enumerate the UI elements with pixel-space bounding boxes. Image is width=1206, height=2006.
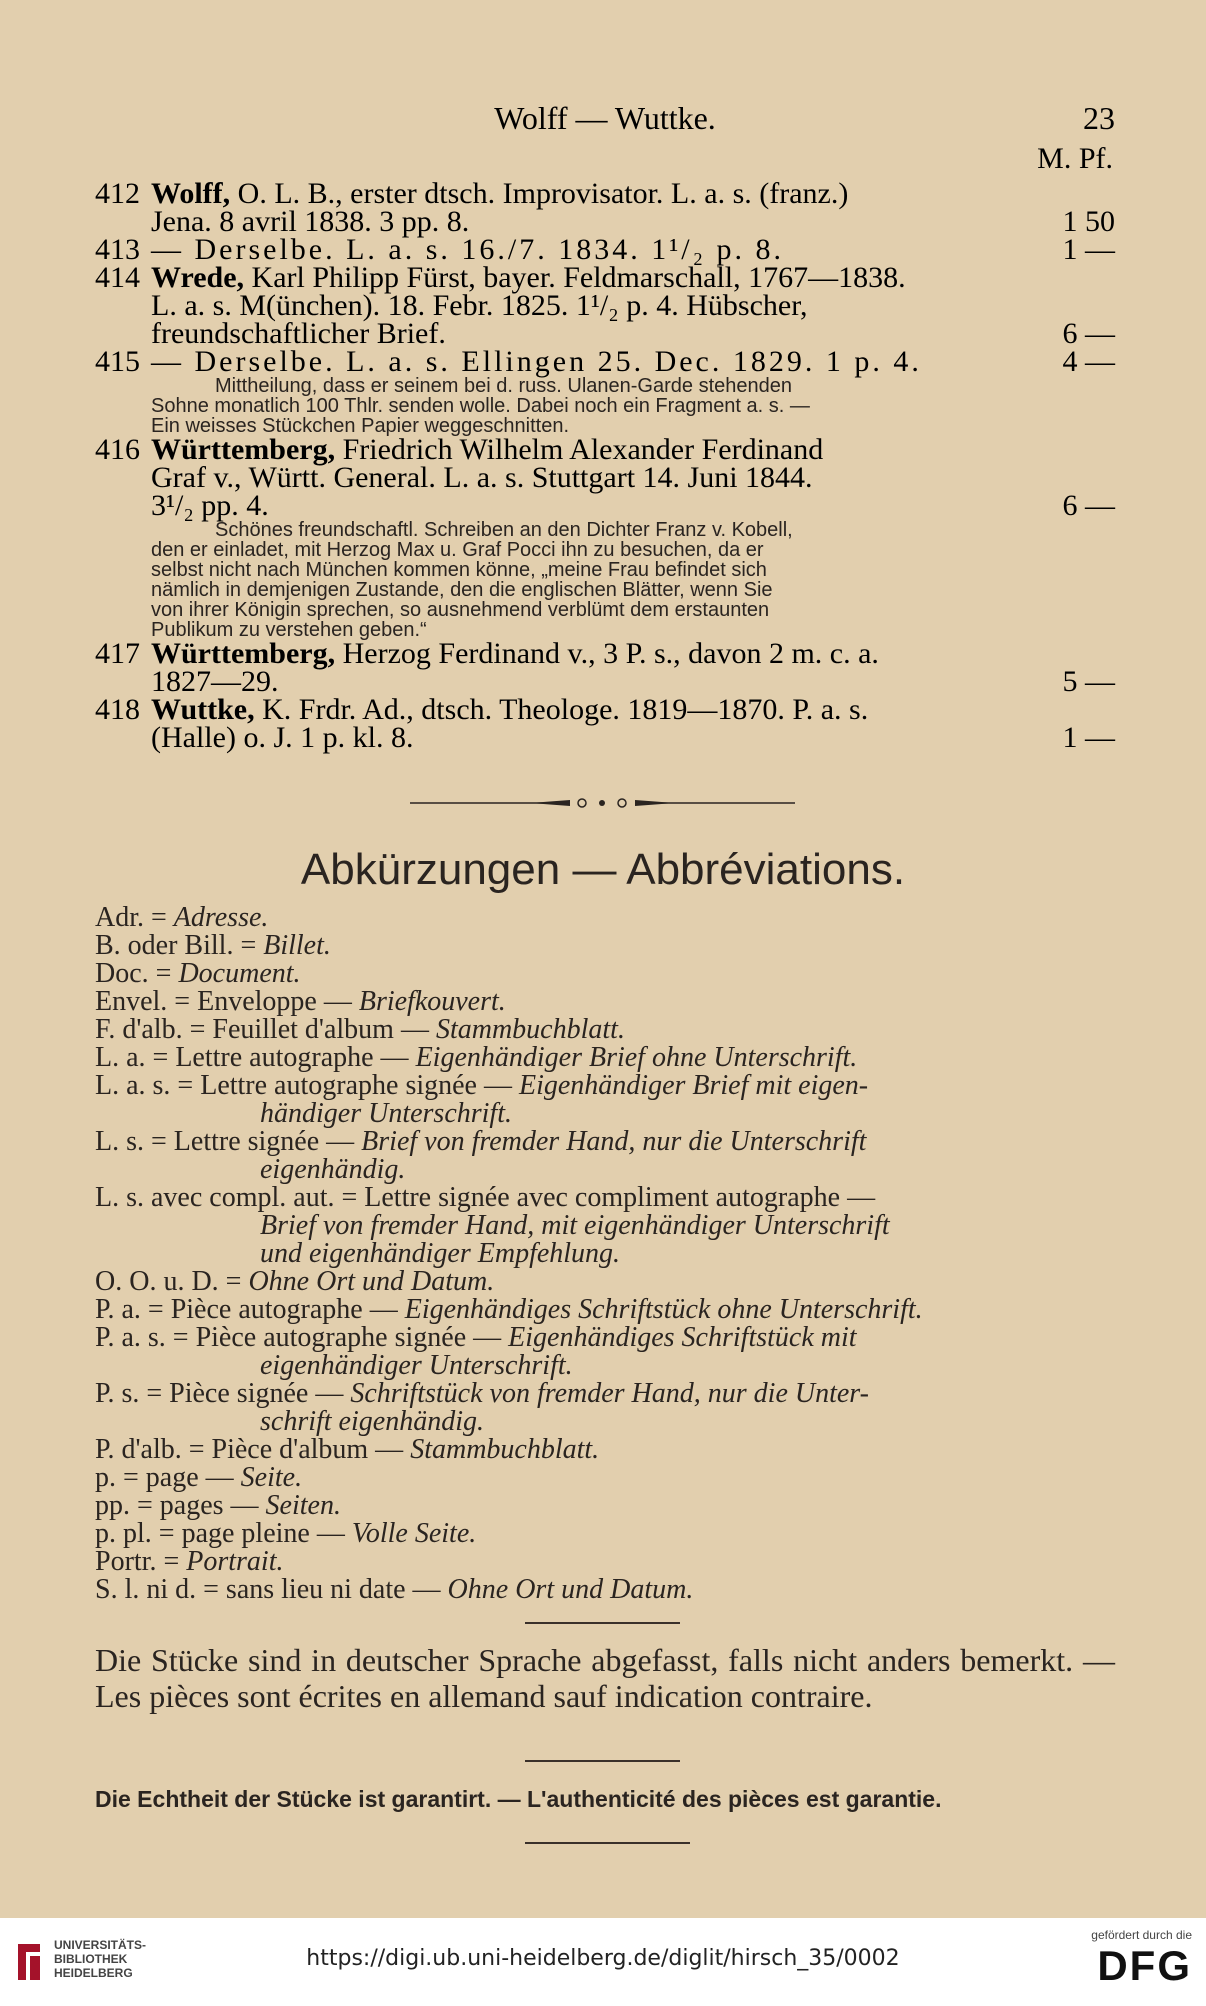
entry-line (95, 637, 1115, 670)
catalogue-entry (95, 233, 1115, 266)
abbreviation-term: F. d'alb. = Feuillet d'album — (95, 1014, 436, 1045)
catalogue-entry (95, 177, 1115, 238)
abbreviations-list (95, 904, 1115, 1604)
lot-price: 5 — (1062, 665, 1115, 698)
entry-text: 3¹/₂ pp. 4. (151, 489, 269, 522)
lot-number: 412 (95, 177, 140, 210)
language-note: Die Stücke sind in deutscher Sprache abgefasst, falls nicht anders bemerkt. — Les pièces sont écrites en allemand sauf indication contraire. (95, 1642, 1115, 1714)
abbreviation-row (95, 1128, 1115, 1156)
running-title: Wolff — Wuttke. (494, 100, 716, 136)
abbreviation-row (95, 1296, 1115, 1324)
abbreviation-row (95, 1352, 1115, 1380)
abbreviation-row (95, 1184, 1115, 1212)
abbreviation-row (95, 1072, 1115, 1100)
abbreviation-term: Envel. = Enveloppe — (95, 986, 359, 1017)
abbreviation-german: Eigenhändiges Schriftstück mit (508, 1322, 857, 1353)
abbreviation-term: P. a. = Pièce autographe — (95, 1294, 405, 1325)
catalogue-entry (95, 261, 1115, 350)
entry-note: Ein weisses Stückchen Papier weggeschnitten. (151, 415, 570, 437)
abbreviation-term: P. a. s. = Pièce autographe signée — (95, 1322, 509, 1353)
lot-price: 1 — (1062, 721, 1115, 754)
abbreviation-german: Stammbuchblatt. (435, 1014, 625, 1045)
catalogue-entry (95, 637, 1115, 698)
entry-text: (Halle) o. J. 1 p. kl. 8. (151, 721, 414, 754)
abbreviation-row (95, 1520, 1115, 1548)
logo-text-line: HEIDELBERG (54, 1966, 133, 1980)
person-name: Wolff, (151, 177, 231, 210)
entry-line (95, 177, 1115, 210)
entry-text: K. Frdr. Ad., dtsch. Theologe. 1819—1870. P. a. s. (254, 693, 869, 726)
entry-text: — Derselbe. L. a. s. Ellingen 25. Dec. 1829. 1 p. 4. (151, 345, 922, 378)
entry-note: selbst nicht nach München kommen könne, „meine Frau befindet sich (151, 559, 767, 581)
viewer-footer (0, 1918, 1206, 2006)
funded-by-text: gefördert durch die (1091, 1928, 1192, 1942)
entry-text: Friedrich Wilhelm Alexander Ferdinand (335, 433, 824, 466)
abbreviation-german: Brief von fremder Hand, mit eigenhändiger Unterschrift (260, 1210, 890, 1241)
abbreviation-row (95, 932, 1115, 960)
person-name: Wrede, (151, 261, 245, 294)
lot-price: 4 — (1062, 345, 1115, 378)
entry-line (95, 317, 1115, 350)
abbreviation-term: S. l. ni d. = sans lieu ni date — (95, 1574, 448, 1605)
entry-line (95, 261, 1115, 294)
short-rule (525, 1842, 690, 1844)
entry-text: Herzog Ferdinand v., 3 P. s., davon 2 m. c. a. (335, 637, 879, 670)
entry-note: nämlich in demjenigen Zustande, den die englischen Blätter, wenn Sie (151, 579, 773, 601)
entry-text: — Derselbe. L. a. s. 16./7. 1834. 1¹/₂ p. 8. (151, 233, 785, 266)
ornament-divider (410, 797, 795, 809)
catalogue-entry (95, 693, 1115, 754)
abbreviation-german: Volle Seite. (351, 1518, 477, 1549)
lot-number: 414 (95, 261, 140, 294)
logo-text-line: UNIVERSITÄTS- (54, 1938, 147, 1952)
lot-price: 6 — (1062, 317, 1115, 350)
abbreviation-term: L. s. = Lettre signée — (95, 1126, 362, 1157)
abbreviation-term: P. s. = Pièce signée — (95, 1378, 351, 1409)
lot-number: 413 (95, 233, 140, 266)
short-rule (525, 1760, 680, 1762)
abbreviation-term: L. a. s. = Lettre autographe signée — (95, 1070, 519, 1101)
abbreviation-row (95, 988, 1115, 1016)
entry-text: 1827—29. (151, 665, 279, 698)
abbreviation-term: Doc. = (95, 958, 179, 989)
person-name: Wuttke, (151, 693, 255, 726)
entry-text: Graf v., Württ. General. L. a. s. Stuttgart 14. Juni 1844. (151, 461, 813, 494)
entry-text: Karl Philipp Fürst, bayer. Feldmarschall, 1767—1838. (244, 261, 906, 294)
short-rule (525, 1622, 680, 1624)
abbreviation-german: Stammbuchblatt. (410, 1434, 600, 1465)
page-number: 23 (1083, 100, 1115, 136)
lot-number: 416 (95, 433, 140, 466)
abbreviation-german: Eigenhändiger Brief ohne Unterschrift. (415, 1042, 858, 1073)
entry-text: freundschaftlicher Brief. (151, 317, 446, 350)
lot-price: 1 — (1062, 233, 1115, 266)
entry-note: Sohne monatlich 100 Thlr. senden wolle. Dabei noch ein Fragment a. s. — (151, 395, 810, 417)
abbreviation-row (95, 1492, 1115, 1520)
abbreviation-row (95, 1100, 1115, 1128)
abbreviation-german: Briefkouvert. (358, 986, 506, 1017)
abbreviation-german: eigenhändig. (260, 1154, 406, 1185)
abbreviation-row (95, 1044, 1115, 1072)
abbreviation-row (95, 1156, 1115, 1184)
abbreviation-german: Portrait. (186, 1546, 284, 1577)
abbreviation-german: Brief von fremder Hand, nur die Unterschrift (361, 1126, 867, 1157)
entry-line (95, 693, 1115, 726)
abbreviation-row (95, 1212, 1115, 1240)
lot-number: 415 (95, 345, 140, 378)
lot-price: 1 50 (1062, 205, 1115, 238)
entry-line (95, 345, 1115, 378)
lot-price: 6 — (1062, 489, 1115, 522)
entry-line (95, 205, 1115, 238)
abbreviation-german: Adresse. (173, 902, 269, 933)
lot-number: 418 (95, 693, 140, 726)
abbreviation-german: schrift eigenhändig. (260, 1406, 484, 1437)
abbreviation-row (95, 904, 1115, 932)
dfg-funding-logo[interactable] (1052, 1928, 1192, 1990)
abbreviation-german: Schriftstück von fremder Hand, nur die Unter- (350, 1378, 869, 1409)
price-column-header: M. Pf. (1037, 142, 1113, 175)
abbreviation-row (95, 1576, 1115, 1604)
entry-line (95, 461, 1115, 494)
entry-line (95, 665, 1115, 698)
abbreviation-term: p. = page — (95, 1462, 241, 1493)
abbreviation-german: eigenhändiger Unterschrift. (260, 1350, 573, 1381)
permalink-url[interactable]: https://digi.ub.uni-heidelberg.de/diglit/hirsch_35/0002 (306, 1946, 900, 1971)
entry-note: Mittheilung, dass er seinem bei d. russ. Ulanen-Garde stehenden (215, 375, 792, 397)
entry-note: den er einladet, mit Herzog Max u. Graf Pocci ihn zu besuchen, da er (151, 539, 764, 561)
entry-line (95, 289, 1115, 322)
catalogue-entry (95, 433, 1115, 641)
entry-note: Publikum zu verstehen geben.“ (151, 619, 427, 641)
abbreviation-term: B. oder Bill. = (95, 930, 264, 961)
abbreviation-term: L. a. = Lettre autographe — (95, 1042, 416, 1073)
abbreviation-german: Ohne Ort und Datum. (248, 1266, 495, 1297)
catalogue-entry (95, 345, 1115, 437)
abbreviation-german: Eigenhändiges Schriftstück ohne Unterschrift. (404, 1294, 923, 1325)
abbreviation-row (95, 1268, 1115, 1296)
logo-text-line: BIBLIOTHEK (54, 1952, 128, 1966)
entry-text: L. a. s. M(ünchen). 18. Febr. 1825. 1¹/₂ p. 4. Hübscher, (151, 289, 808, 322)
abbreviation-term: P. d'alb. = Pièce d'album — (95, 1434, 411, 1465)
abbreviation-term: Portr. = (95, 1546, 187, 1577)
entry-line (95, 489, 1115, 522)
entry-text: Jena. 8 avril 1838. 3 pp. 8. (151, 205, 470, 238)
lot-number: 417 (95, 637, 140, 670)
person-name: Württemberg, (151, 433, 336, 466)
abbreviation-row (95, 1380, 1115, 1408)
entry-line (95, 233, 1115, 266)
abbreviation-german: und eigenhändiger Empfehlung. (260, 1238, 621, 1269)
abbreviation-term: L. s. avec compl. aut. = Lettre signée avec compliment autographe — (95, 1182, 876, 1213)
dfg-logo-text: DFG (1097, 1942, 1192, 1989)
abbreviation-term: p. pl. = page pleine — (95, 1518, 352, 1549)
abbreviation-german: Seite. (240, 1462, 303, 1493)
abbreviations-heading: Abkürzungen — Abbréviations. (300, 845, 906, 894)
abbreviation-term: Adr. = (95, 902, 174, 933)
abbreviation-german: Billet. (263, 930, 331, 961)
abbreviation-german: Seiten. (265, 1490, 341, 1521)
abbreviation-term: O. O. u. D. = (95, 1266, 249, 1297)
entry-note: von ihrer Königin sprechen, so ausnehmend verblümt dem erstaunten (151, 599, 770, 621)
abbreviation-row (95, 1016, 1115, 1044)
abbreviation-row (95, 960, 1115, 988)
catalogue-entries (95, 177, 1115, 754)
abbreviation-term: pp. = pages — (95, 1490, 266, 1521)
abbreviation-german: händiger Unterschrift. (260, 1098, 512, 1129)
abbreviation-german: Eigenhändiger Brief mit eigen- (518, 1070, 869, 1101)
authenticity-note: Die Echtheit der Stücke ist garantirt. — L'authenticité des pièces est garantie. (95, 1786, 942, 1812)
abbreviation-row (95, 1240, 1115, 1268)
entry-text: O. L. B., erster dtsch. Improvisator. L. a. s. (franz.) (230, 177, 849, 210)
person-name: Württemberg, (151, 637, 336, 670)
abbreviation-row (95, 1408, 1115, 1436)
entry-line (95, 433, 1115, 466)
abbreviation-row (95, 1548, 1115, 1576)
abbreviation-german: Document. (178, 958, 301, 989)
entry-line (95, 721, 1115, 754)
entry-note: Schönes freundschaftl. Schreiben an den Dichter Franz v. Kobell, (215, 519, 793, 541)
abbreviation-row (95, 1436, 1115, 1464)
abbreviation-row (95, 1464, 1115, 1492)
abbreviation-row (95, 1324, 1115, 1352)
abbreviation-german: Ohne Ort und Datum. (447, 1574, 694, 1605)
